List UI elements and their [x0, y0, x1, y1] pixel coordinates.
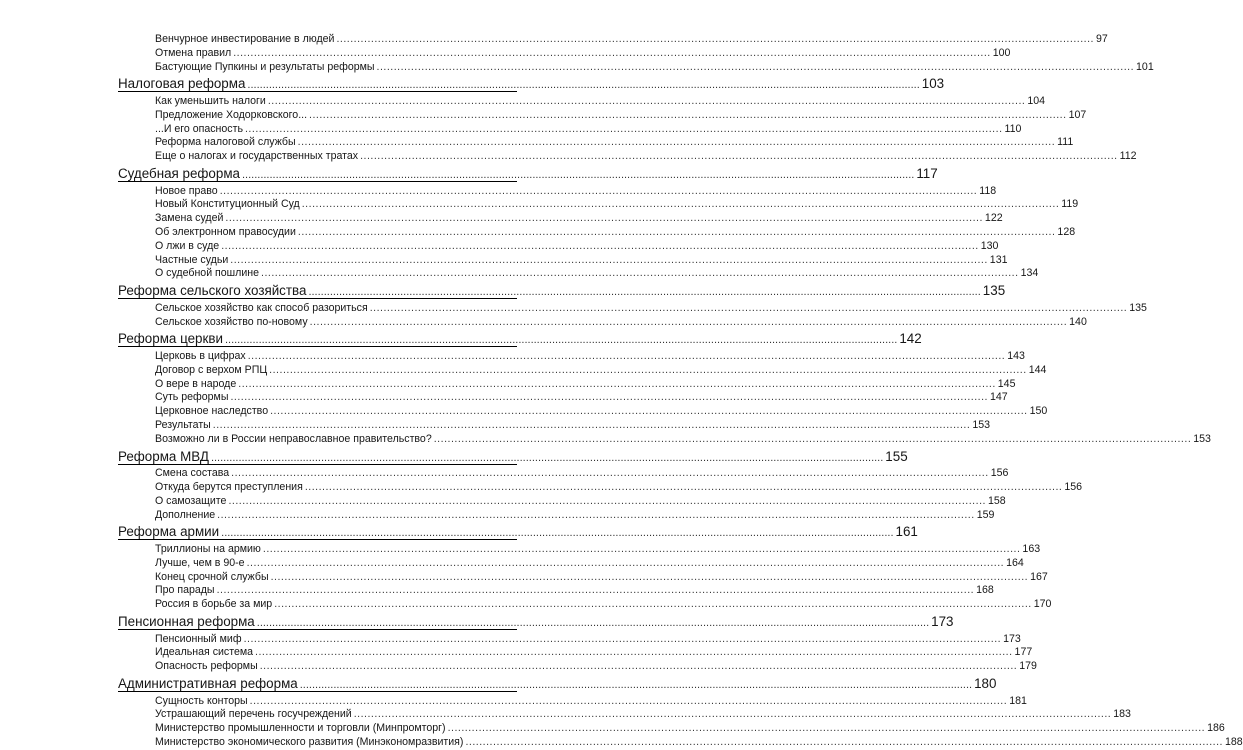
page-number: 181	[1009, 694, 1027, 707]
page-number: 168	[976, 584, 994, 597]
entry-title: Откуда берутся преступления	[155, 481, 303, 493]
toc-entry	[155, 418, 991, 432]
toc-entry	[155, 122, 1022, 136]
page-number: 104	[1027, 95, 1046, 107]
section-title: Реформа церкви	[118, 331, 223, 347]
dot-leader: ............................................................................................................................................................................................................................	[241, 169, 915, 181]
page-number: 134	[1020, 267, 1039, 280]
toc-entry	[155, 32, 1108, 46]
dot-leader: ............................................................................................................................................................................................................................	[219, 184, 978, 197]
page-number: 144	[1028, 363, 1047, 376]
page-number: 183	[1113, 708, 1131, 721]
dot-leader: ............................................................................................................................................................................................................................	[230, 253, 988, 266]
section-underline	[118, 91, 517, 92]
entry-title: Церковное наследство	[155, 405, 269, 418]
entry-title: О судебной пошлине	[155, 267, 260, 280]
section-underline	[118, 539, 517, 540]
entry-title: Про парады	[155, 584, 215, 597]
entry-title: Министерство промышленности и торговли (Минпромторг)	[155, 722, 446, 735]
dot-leader: ............................................................................................................................................................................................................................	[221, 527, 894, 540]
toc-entry	[155, 707, 1131, 721]
page-number: 147	[989, 391, 1008, 404]
dot-leader: ............................................................................................................................................................................................................................	[308, 286, 981, 299]
toc-entry	[155, 197, 1079, 211]
entry-title: Возможно ли в России неправославное правительство?	[155, 432, 432, 445]
page-number: 111	[1057, 136, 1074, 149]
page-number: 135	[1129, 301, 1147, 314]
section-underline	[118, 691, 517, 692]
dot-leader: ............................................................................................................................................................................................................................	[353, 708, 1112, 721]
entry-title: О лжи в суде	[155, 239, 220, 252]
entry-title: Новое право	[155, 184, 218, 197]
dot-leader: ............................................................................................................................................................................................................................	[465, 736, 1223, 748]
dot-leader: ............................................................................................................................................................................................................................	[243, 632, 1002, 645]
toc-entry	[155, 508, 995, 522]
dot-leader: ............................................................................................................................................................................................................................	[369, 301, 1128, 314]
entry-title: Дополнение	[155, 508, 216, 521]
section-underline	[118, 629, 517, 630]
toc-entry	[155, 239, 999, 253]
toc-entry	[155, 694, 1027, 708]
entry-title: Замена судей	[155, 212, 224, 225]
page-number: 164	[1006, 556, 1024, 569]
entry-title: Результаты	[155, 419, 211, 431]
page-number: 118	[979, 184, 997, 197]
dot-leader: ............................................................................................................................................................................................................................	[255, 646, 1013, 659]
entry-title: О самозащите	[155, 494, 227, 507]
entry-title: Суть реформы	[155, 391, 229, 404]
section-title: Налоговая реформа	[118, 76, 246, 92]
dot-leader: ............................................................................................................................................................................................................................	[244, 122, 1003, 135]
toc-entry	[155, 266, 1039, 280]
page-number: 130	[980, 239, 999, 252]
entry-title: Пенсионный миф	[155, 632, 242, 645]
entry-title: Сущность конторы	[155, 694, 248, 707]
toc-section-heading	[118, 330, 922, 347]
entry-title: Частные судьи	[155, 253, 229, 266]
entry-title: Устрашающий перечень госучреждений	[155, 708, 352, 721]
entry-title: Бастующие Пупкины и результаты реформы	[155, 60, 375, 73]
page-number: 155	[885, 448, 908, 464]
page-number: 122	[984, 212, 1003, 225]
page-number: 156	[1064, 481, 1083, 493]
toc-section-heading	[118, 75, 945, 92]
toc-section-heading	[118, 165, 938, 182]
toc-entry	[155, 377, 1016, 391]
dot-leader: ............................................................................................................................................................................................................................	[447, 722, 1206, 735]
dot-leader: ............................................................................................................................................................................................................................	[376, 60, 1135, 73]
toc-entry	[155, 542, 1041, 556]
entry-title: Триллионы на армию	[155, 543, 261, 555]
page-number: 142	[899, 331, 922, 347]
dot-leader: ............................................................................................................................................................................................................................	[299, 679, 973, 691]
page-number: 131	[989, 253, 1008, 266]
section-title: Реформа армии	[118, 524, 220, 540]
toc-entry	[155, 349, 1025, 363]
toc-entry	[155, 315, 1087, 329]
dot-leader: ............................................................................................................................................................................................................................	[270, 405, 1028, 418]
page-number: 100	[992, 46, 1011, 59]
dot-leader: ............................................................................................................................................................................................................................	[228, 494, 986, 507]
toc-entry	[155, 494, 1006, 508]
page-number: 135	[982, 283, 1006, 299]
section-title: Судебная реформа	[118, 166, 240, 181]
page-number: 156	[990, 467, 1009, 480]
dot-leader: ............................................................................................................................................................................................................................	[433, 432, 1192, 445]
dot-leader: ............................................................................................................................................................................................................................	[256, 617, 930, 629]
entry-title: Венчурное инвестирование в людей	[155, 33, 335, 45]
dot-leader: ............................................................................................................................................................................................................................	[309, 108, 1067, 121]
entry-title: Смена состава	[155, 467, 230, 480]
entry-title: Опасность реформы	[155, 660, 258, 673]
page-number: 179	[1019, 660, 1037, 673]
page-number: 103	[921, 76, 945, 92]
toc-entry	[155, 466, 1009, 480]
toc-entry	[155, 390, 1008, 404]
section-underline	[118, 181, 517, 182]
toc-entry	[155, 108, 1087, 122]
dot-leader: ............................................................................................................................................................................................................................	[259, 660, 1018, 673]
dot-leader: ............................................................................................................................................................................................................................	[247, 79, 920, 92]
dot-leader: ............................................................................................................................................................................................................................	[309, 315, 1068, 328]
entry-title: ...И его опасность	[155, 122, 243, 135]
page-number: 163	[1022, 543, 1041, 555]
dot-leader: ............................................................................................................................................................................................................................	[269, 363, 1027, 376]
section-underline	[118, 464, 517, 465]
toc-entry	[155, 363, 1047, 377]
toc-entry	[155, 404, 1048, 418]
entry-title: Предложение Ходорковского...	[155, 108, 308, 121]
section-title: Административная реформа	[118, 676, 298, 691]
dot-leader: ............................................................................................................................................................................................................................	[231, 467, 989, 480]
section-title: Пенсионная реформа	[118, 614, 255, 629]
page-number: 97	[1095, 33, 1108, 45]
entry-title: Еще о налогах и государственных тратах	[155, 150, 359, 163]
page-number: 180	[974, 676, 997, 691]
page-number: 173	[931, 614, 954, 629]
dot-leader: ............................................................................................................................................................................................................................	[261, 267, 1019, 280]
toc-entry	[155, 721, 1225, 735]
page-number: 145	[997, 377, 1016, 390]
page-number: 159	[976, 508, 995, 521]
page-number: 101	[1136, 60, 1154, 73]
toc-entry	[155, 632, 1021, 646]
toc-entry	[155, 211, 1003, 225]
section-underline	[118, 298, 517, 299]
toc-section-heading	[118, 675, 997, 692]
page-number: 110	[1004, 122, 1022, 135]
dot-leader: ............................................................................................................................................................................................................................	[212, 419, 971, 431]
dot-leader: ............................................................................................................................................................................................................................	[262, 543, 1021, 555]
page-number: 177	[1014, 646, 1033, 659]
page-number: 150	[1029, 405, 1048, 418]
entry-title: О вере в народе	[155, 377, 237, 390]
entry-title: Министерство экономического развития (Минэкономразвития)	[155, 736, 464, 748]
dot-leader: ............................................................................................................................................................................................................................	[274, 598, 1032, 611]
section-underline	[118, 346, 517, 347]
dot-leader: ............................................................................................................................................................................................................................	[297, 226, 1056, 238]
page-number: 188	[1224, 736, 1243, 748]
toc-entry	[155, 301, 1147, 315]
dot-leader: ............................................................................................................................................................................................................................	[249, 694, 1008, 707]
dot-leader: ............................................................................................................................................................................................................................	[301, 198, 1060, 211]
page-number: 140	[1069, 315, 1087, 328]
entry-title: Об электронном правосудии	[155, 226, 296, 238]
dot-leader: ............................................................................................................................................................................................................................	[247, 350, 1006, 362]
entry-title: Договор с верхом РПЦ	[155, 363, 268, 376]
page-number: 107	[1068, 108, 1087, 121]
dot-leader: ............................................................................................................................................................................................................................	[238, 377, 996, 390]
toc-entry	[155, 184, 997, 198]
page-number: 112	[1119, 150, 1137, 163]
toc-entry	[155, 659, 1037, 673]
toc-entry	[155, 135, 1074, 149]
dot-leader: ............................................................................................................................................................................................................................	[221, 239, 979, 252]
dot-leader: ............................................................................................................................................................................................................................	[217, 508, 975, 521]
toc-entry	[155, 253, 1008, 267]
dot-leader: ............................................................................................................................................................................................................................	[267, 95, 1026, 107]
page-number: 128	[1057, 226, 1076, 238]
page-number: 117	[916, 166, 938, 181]
dot-leader: ............................................................................................................................................................................................................................	[270, 570, 1029, 583]
toc-entry	[155, 432, 1211, 446]
toc-entry	[155, 597, 1052, 611]
toc-entry	[155, 583, 994, 597]
entry-title: Отмена правил	[155, 46, 232, 59]
dot-leader: ............................................................................................................................................................................................................................	[360, 150, 1118, 163]
entry-title: Реформа налоговой службы	[155, 136, 296, 149]
page-number: 143	[1007, 350, 1025, 362]
page-number: 173	[1003, 632, 1021, 645]
entry-title: Сельское хозяйство по-новому	[155, 315, 308, 328]
toc-section-heading	[118, 282, 1006, 299]
toc-entry	[155, 149, 1137, 163]
dot-leader: ............................................................................................................................................................................................................................	[224, 334, 898, 347]
dot-leader: ............................................................................................................................................................................................................................	[246, 556, 1005, 569]
toc-section-heading	[118, 448, 908, 465]
dot-leader: ............................................................................................................................................................................................................................	[210, 451, 884, 464]
toc-entry	[155, 645, 1033, 659]
entry-title: Церковь в цифрах	[155, 350, 246, 362]
page-number: 186	[1207, 722, 1225, 735]
toc-entry	[155, 60, 1154, 74]
page-number: 170	[1033, 598, 1052, 611]
entry-title: Новый Конституционный Суд	[155, 198, 300, 211]
section-title: Реформа МВД	[118, 448, 209, 464]
dot-leader: ............................................................................................................................................................................................................................	[304, 481, 1063, 493]
toc-section-heading	[118, 613, 954, 630]
toc-entry	[155, 225, 1076, 239]
section-title: Реформа сельского хозяйства	[118, 283, 307, 299]
dot-leader: ............................................................................................................................................................................................................................	[336, 33, 1094, 45]
dot-leader: ............................................................................................................................................................................................................................	[233, 46, 991, 59]
dot-leader: ............................................................................................................................................................................................................................	[216, 584, 975, 597]
page-number: 167	[1030, 570, 1048, 583]
toc-entry	[155, 46, 1011, 60]
entry-title: Как уменьшить налоги	[155, 95, 266, 107]
toc-section-heading	[118, 523, 918, 540]
entry-title: Россия в борьбе за мир	[155, 598, 273, 611]
page-number: 119	[1061, 198, 1079, 211]
toc-entry	[155, 735, 1243, 749]
entry-title: Идеальная система	[155, 646, 254, 659]
dot-leader: ............................................................................................................................................................................................................................	[230, 391, 988, 404]
page-number: 153	[1193, 432, 1211, 445]
toc-entry	[155, 94, 1046, 108]
toc-entry	[155, 480, 1083, 494]
toc-entry	[155, 556, 1024, 570]
page-number: 158	[987, 494, 1006, 507]
dot-leader: ............................................................................................................................................................................................................................	[297, 136, 1056, 149]
toc-entry	[155, 570, 1048, 584]
dot-leader: ............................................................................................................................................................................................................................	[225, 212, 983, 225]
entry-title: Лучше, чем в 90-е	[155, 556, 245, 569]
entry-title: Сельское хозяйство как способ разориться	[155, 301, 368, 314]
page-number: 161	[895, 524, 918, 540]
page-number: 153	[972, 419, 991, 431]
entry-title: Конец срочной службы	[155, 570, 269, 583]
